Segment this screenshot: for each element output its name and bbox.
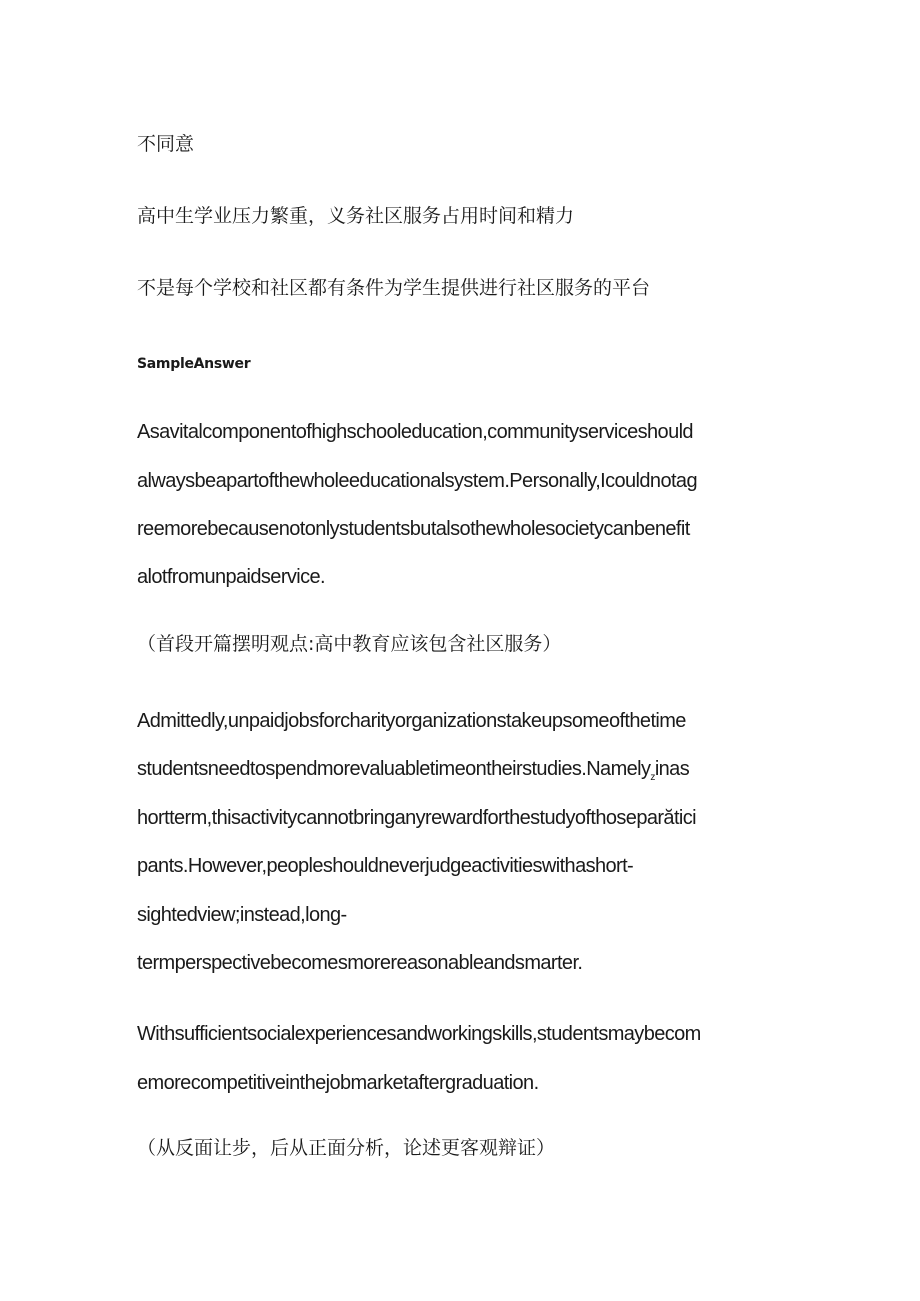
para1-line-4: alotfromunpaidservice.: [137, 566, 326, 588]
outline-point-1: 高中生学业压力繁重，义务社区服务占用时间和精力: [137, 205, 575, 227]
para1-line-2: alwaysbeapartofthewholeeducationalsystem.Personally,Icouldnotag: [137, 470, 697, 492]
para2-line-2-main: studentsneedtospendmorevaluabletimeontheirstudies.Namely: [137, 758, 651, 780]
annotation-1: （首段开篇摆明观点:高中教育应该包含社区服务）: [137, 633, 562, 655]
outline-point-2: 不是每个学校和社区都有条件为学生提供进行社区服务的平台: [137, 277, 651, 299]
para1-line-3: reemorebecausenotonlystudentsbutalsothewholesocietycanbenefit: [137, 518, 690, 540]
para2-line-5: sightedview;instead,long-: [137, 904, 347, 926]
para2-line-2: [137, 757, 689, 790]
para1-line-1: Asavitalcomponentofhighschooleducation,communityserviceshould: [137, 421, 693, 443]
para2-line-3: hortterm,thisactivitycannotbringanyrewardforthestudyofthoseparătici: [137, 807, 696, 829]
annotation-2: （从反面让步，后从正面分析，论述更客观辩证）: [137, 1137, 556, 1159]
para2-line-4: pants.However,peopleshouldneverjudgeactivitieswithashort-: [137, 855, 634, 877]
sample-answer-heading: SampleAnswer: [137, 356, 251, 372]
outline-stance: 不同意: [137, 133, 195, 155]
para2-line-2-tail: inas: [654, 758, 690, 780]
para2-line-1: Admittedly,unpaidjobsforcharityorganizationstakeupsomeofthetime: [137, 710, 686, 732]
para2-line-2-subscript: z: [650, 772, 655, 783]
para3-line-1: Withsufficientsocialexperiencesandworkingskills,studentsmaybecom: [137, 1023, 701, 1045]
para3-line-2: emorecompetitiveinthejobmarketaftergraduation.: [137, 1072, 539, 1094]
para2-line-6: termperspectivebecomesmorereasonableandsmarter.: [137, 952, 583, 974]
